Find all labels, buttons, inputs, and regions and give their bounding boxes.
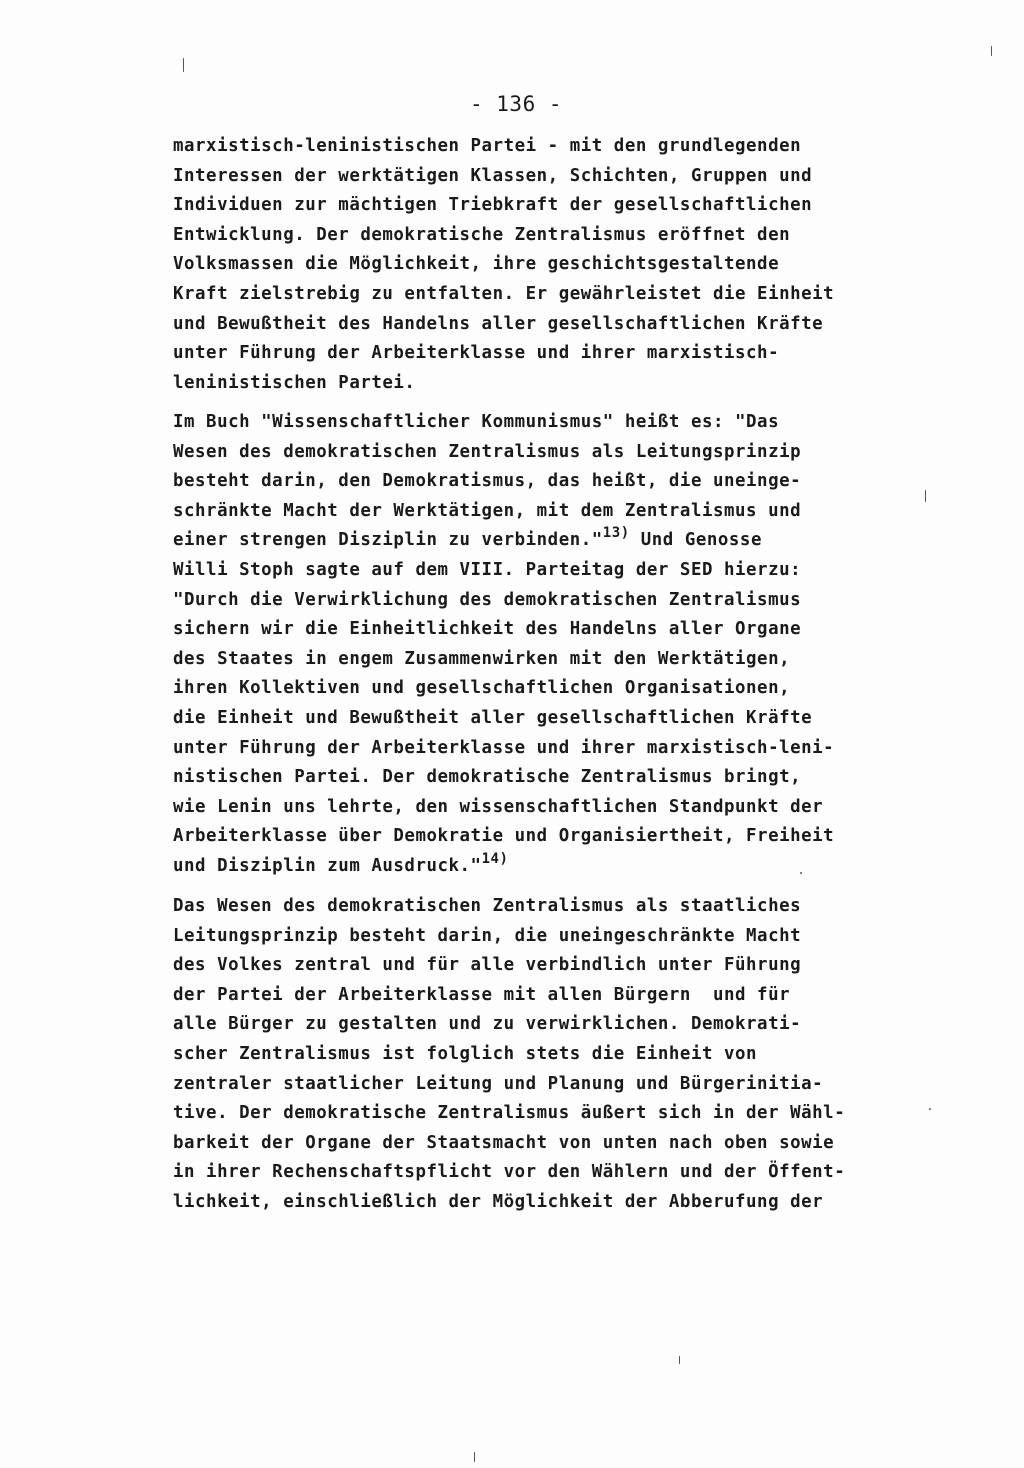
text-line: "Durch die Verwirklichung des demokratischen Zentralismus [173, 589, 802, 610]
text-line: ihren Kollektiven und gesellschaftlichen Organisationen, [173, 678, 791, 699]
text-line: scher Zentralismus ist folglich stets die Einheit von [173, 1043, 758, 1064]
text-line: alle Bürger zu gestalten und zu verwirklichen. Demokrati- [173, 1014, 802, 1035]
text-line: barkeit der Organe der Staatsmacht von unten nach oben sowie [173, 1132, 835, 1153]
text-line: der Partei der Arbeiterklasse mit allen Bürgern und für [173, 984, 791, 1005]
text-line: unter Führung der Arbeiterklasse und ihrer marxistisch- [173, 343, 780, 364]
page-number: - 136 - [470, 92, 563, 116]
text-line: Individuen zur mächtigen Triebkraft der gesellschaftlichen [173, 195, 813, 216]
text-line-with-footnote [173, 852, 913, 882]
scan-speck [925, 490, 926, 502]
text-line: Das Wesen des demokratischen Zentralismus als staatliches [173, 896, 802, 916]
text-line: die Einheit und Bewußtheit aller gesellschaftlichen Kräfte [173, 707, 813, 728]
text-line: nistischen Partei. Der demokratische Zentralismus bringt, [173, 767, 802, 788]
scan-speck [991, 46, 992, 56]
text-segment: Und Genosse [629, 530, 762, 551]
text-segment: einer strengen Disziplin zu verbinden." [173, 530, 603, 551]
footnote-marker: 14) [481, 850, 509, 867]
scan-speck [183, 58, 184, 72]
scan-speck [929, 1108, 931, 1110]
scan-speck [800, 872, 802, 874]
text-line: Wesen des demokratischen Zentralismus als Leitungsprinzip [173, 441, 802, 462]
text-line: in ihrer Rechenschaftspflicht vor den Wählern und der Öffent- [173, 1162, 846, 1183]
text-line: marxistisch-leninistischen Partei - mit den grundlegenden [173, 136, 802, 156]
text-line: Arbeiterklasse über Demokratie und Organisiertheit, Freiheit [173, 826, 835, 847]
paragraph-2 [173, 408, 913, 882]
text-line: sichern wir die Einheitlichkeit des Handelns aller Organe [173, 619, 802, 640]
text-line: Interessen der werktätigen Klassen, Schichten, Gruppen und [173, 165, 813, 186]
text-line: zentraler staatlicher Leitung und Planung und Bürgerinitia- [173, 1073, 824, 1094]
paragraph-1 [173, 132, 913, 398]
text-line: Volksmassen die Möglichkeit, ihre geschichtsgestaltende [173, 254, 780, 275]
text-segment: und Disziplin zum Ausdruck." [173, 855, 482, 876]
text-line: Entwicklung. Der demokratische Zentralismus eröffnet den [173, 224, 791, 245]
text-line: unter Führung der Arbeiterklasse und ihrer marxistisch-leni- [173, 737, 835, 758]
text-line-with-footnote [173, 526, 913, 556]
text-line: besteht darin, den Demokratismus, das heißt, die uneinge- [173, 471, 802, 492]
text-line: wie Lenin uns lehrte, den wissenschaftlichen Standpunkt der [173, 796, 824, 817]
footnote-marker: 13) [602, 525, 630, 542]
text-line: lichkeit, einschließlich der Möglichkeit der Abberufung der [173, 1191, 824, 1212]
text-line: Kraft zielstrebig zu entfalten. Er gewährleistet die Einheit [173, 283, 835, 304]
text-line: Leitungsprinzip besteht darin, die uneingeschränkte Macht [173, 925, 802, 946]
text-line: schränkte Macht der Werktätigen, mit dem Zentralismus und [173, 500, 802, 521]
text-line: tive. Der demokratische Zentralismus äußert sich in der Wähl- [173, 1103, 846, 1124]
text-line: leninistischen Partei. [173, 372, 416, 393]
scan-speck [679, 1356, 680, 1364]
scan-speck [474, 1452, 475, 1462]
text-line: des Volkes zentral und für alle verbindlich unter Führung [173, 955, 802, 976]
text-line: des Staates in engem Zusammenwirken mit den Werktätigen, [173, 648, 791, 669]
text-line: Willi Stoph sagte auf dem VIII. Parteitag der SED hierzu: [173, 559, 802, 580]
text-line: Im Buch "Wissenschaftlicher Kommunismus" heißt es: "Das [173, 412, 780, 432]
paragraph-3 [173, 892, 913, 1218]
text-line: und Bewußtheit des Handelns aller gesellschaftlichen Kräfte [173, 313, 824, 334]
